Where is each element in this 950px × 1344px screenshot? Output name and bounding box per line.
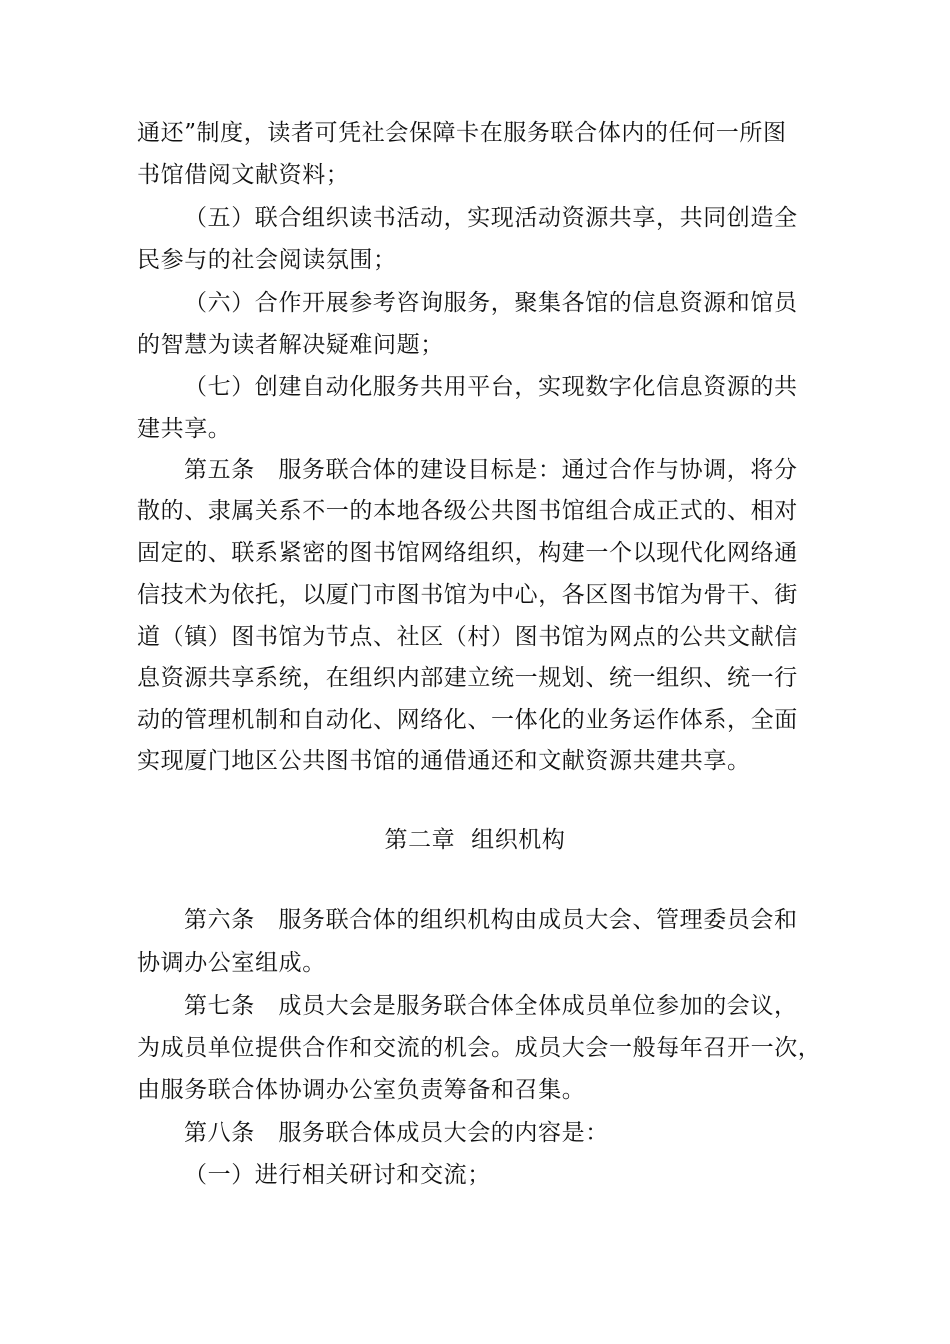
paragraph-line: 第六条 服务联合体的组织机构由成员大会、管理委员会和 xyxy=(184,907,798,933)
paragraph-line: （七）创建自动化服务共用平台，实现数字化信息资源的共 xyxy=(184,374,798,400)
paragraph-line: 信技术为依托，以厦门市图书馆为中心，各区图书馆为骨干、街 xyxy=(137,582,798,608)
paragraph-line: 协调办公室组成。 xyxy=(137,950,326,976)
paragraph-line: 书馆借阅文献资料； xyxy=(137,162,350,188)
paragraph-line: 息资源共享系统，在组织内部建立统一规划、统一组织、统一行 xyxy=(137,665,798,691)
paragraph-line: 民参与的社会阅读氛围； xyxy=(137,247,397,273)
paragraph-line: 动的管理机制和自动化、网络化、一体化的业务运作体系，全面 xyxy=(137,707,798,733)
chapter-heading: 第二章 组织机构 xyxy=(384,827,566,853)
paragraph-line: 的智慧为读者解决疑难问题； xyxy=(137,332,444,358)
paragraph-line: 第七条 成员大会是服务联合体全体成员单位参加的会议， xyxy=(184,993,798,1019)
paragraph-line: 散的、隶属关系不一的本地各级公共图书馆组合成正式的、相对 xyxy=(137,498,798,524)
paragraph-line: 固定的、联系紧密的图书馆网络组织，构建一个以现代化网络通 xyxy=(137,540,798,566)
paragraph-line: （六）合作开展参考咨询服务，聚集各馆的信息资源和馆员 xyxy=(184,290,798,316)
paragraph-line: 为成员单位提供合作和交流的机会。成员大会一般每年召开一次， xyxy=(137,1035,822,1061)
paragraph-line: （五）联合组织读书活动，实现活动资源共享，共同创造全 xyxy=(184,205,798,231)
paragraph-line: 通还”制度，读者可凭社会保障卡在服务联合体内的任何一所图 xyxy=(137,120,787,146)
paragraph-line: 第五条 服务联合体的建设目标是：通过合作与协调，将分 xyxy=(184,457,798,483)
paragraph-line: 实现厦门地区公共图书馆的通借通还和文献资源共建共享。 xyxy=(137,748,751,774)
paragraph-line: 建共享。 xyxy=(137,416,232,442)
paragraph-line: 第八条 服务联合体成员大会的内容是： xyxy=(184,1120,609,1146)
paragraph-line: 由服务联合体协调办公室负责筹备和召集。 xyxy=(137,1077,586,1103)
paragraph-line: 道（镇）图书馆为节点、社区（村）图书馆为网点的公共文献信 xyxy=(137,624,798,650)
paragraph-line: （一）进行相关研讨和交流； xyxy=(184,1162,491,1188)
